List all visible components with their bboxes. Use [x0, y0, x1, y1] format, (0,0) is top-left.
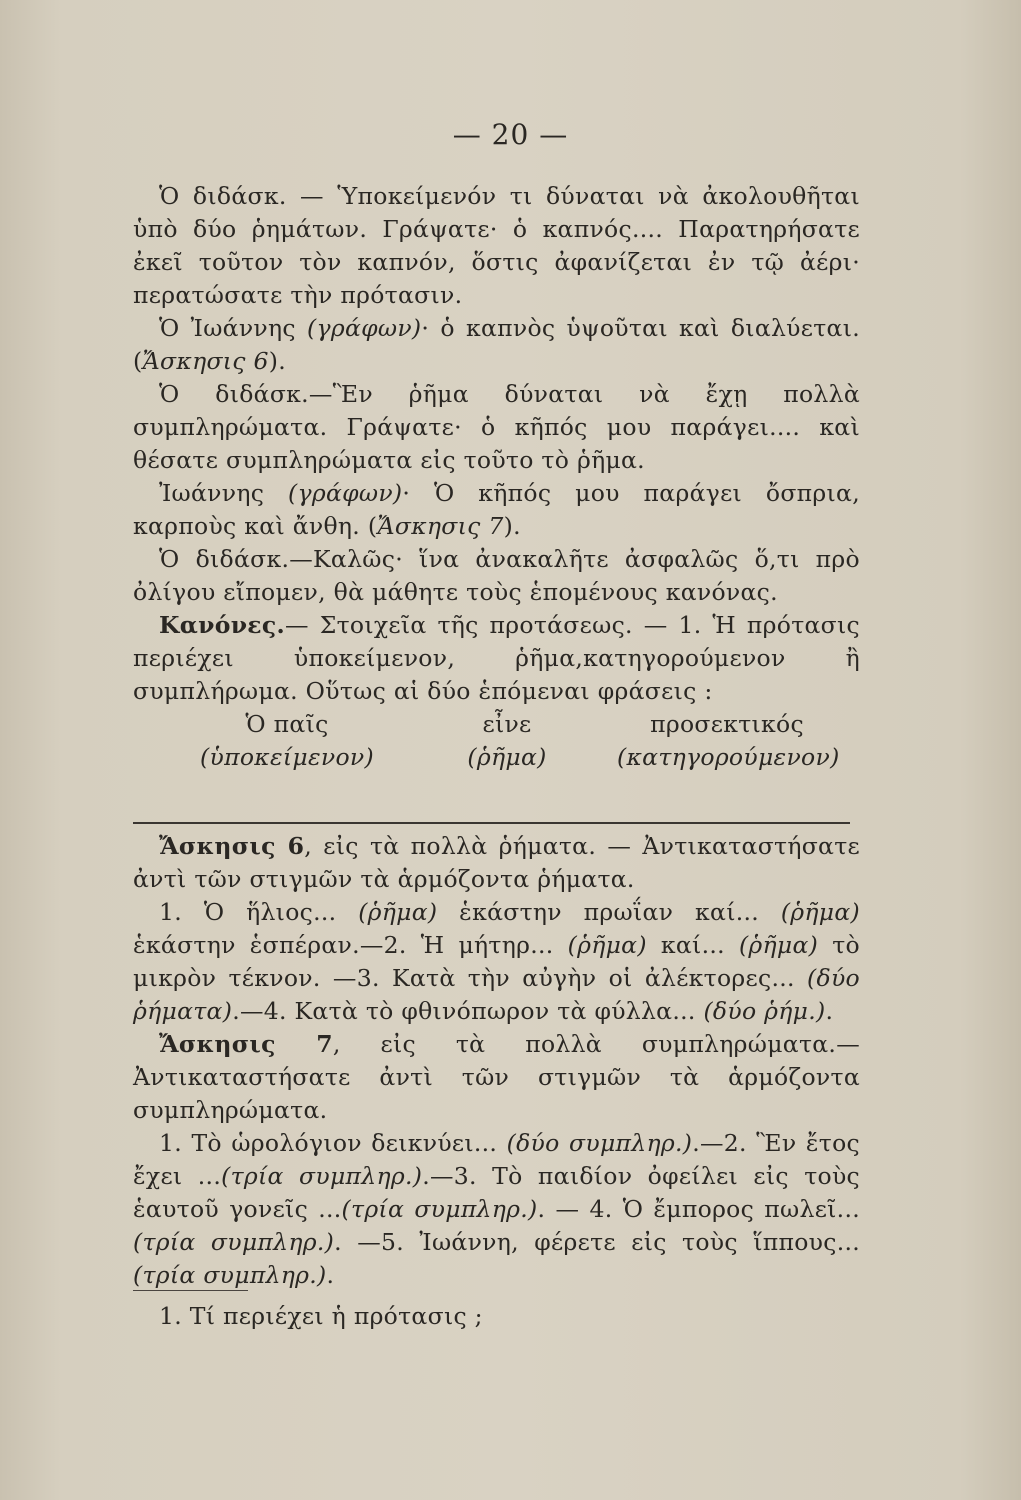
exercise-7-intro: [133, 1028, 860, 1127]
ex7-hint: (τρία συμπληρ.): [133, 1261, 327, 1289]
label-subject: (ὑποκείμενον): [200, 743, 374, 771]
ex6-hint: (ῥῆμα): [780, 898, 860, 926]
exercise-6-heading: Ἄσκησις 6: [159, 832, 305, 860]
example-sentence-labels: [177, 741, 840, 774]
exercise-6-items: [133, 896, 860, 1028]
sentence-word-verb: εἶνε: [482, 710, 532, 738]
sentence-word-subject: Ὁ παῖς: [245, 710, 329, 738]
ex7-part: .—2. Ἓν ἔτος ἔχει ...: [133, 1129, 860, 1190]
footnote-divider: [133, 1290, 248, 1291]
exercise-6-intro: [133, 830, 860, 896]
ex6-part: .: [825, 997, 834, 1025]
label-verb: (ῥῆμα): [467, 743, 547, 771]
ex7-hint: (δύο συμπληρ.): [506, 1129, 693, 1157]
p4-text-2: · Ὁ κῆπός μου παράγει ὄσπρια, καρποὺς καὶ ἄνθη. (: [133, 479, 860, 540]
paragraph-2: [133, 312, 860, 378]
exercises-section: [133, 830, 860, 1292]
ex7-hint: (τρία συμπληρ.): [341, 1195, 538, 1223]
ex6-part: .—4. Κατὰ τὸ φθινόπωρον τὰ φύλλα...: [232, 997, 704, 1025]
p4-text: Ἰωάννης: [159, 479, 289, 507]
label-predicate: (κατηγορούμενον): [617, 743, 840, 771]
ex6-hint: (ῥῆμα): [567, 931, 647, 959]
ex7-part: 1. Τὸ ὡρολόγιον δεικνύει...: [159, 1129, 507, 1157]
rules-text: — Στοιχεῖα τῆς προτάσεως. — 1. Ἡ πρότασις περιέχει ὑποκείμενον, ῥῆμα,κατηγορούμενον ἢ συμπλήρωμα. Οὕτως αἱ δύο ἑπόμεναι φράσεις :: [133, 611, 860, 705]
lesson-body: [133, 180, 860, 774]
example-sentence: [177, 708, 837, 741]
ex7-part: . —5. Ἰωάννη, φέρετε εἰς τοὺς ἵππους...: [334, 1228, 861, 1256]
ex7-part: . — 4. Ὁ ἔμπορος πωλεῖ...: [537, 1195, 860, 1223]
rules-paragraph: [133, 609, 860, 708]
p2-end: ).: [268, 347, 287, 375]
sentence-word-predicate: προσεκτικός: [650, 710, 804, 738]
p2-text-2: · ὁ καπνὸς ὑψοῦται καὶ διαλύεται. (: [133, 314, 861, 375]
paragraph-1: Ὁ διδάσκ. — Ὑποκείμενόν τι δύναται νὰ ἀκολουθῆται ὑπὸ δύο ῥημάτων. Γράψατε· ὁ καπνός.... Παρατηρήσατε ἐκεῖ τοῦτον τὸν καπνόν, ὅστις ἀφανίζεται ἐν τῷ ἀέρι· περατώσατε τὴν πρότασιν.: [133, 182, 860, 309]
ex6-part: ἑκάστην ἑσπέραν.—2. Ἡ μήτηρ...: [133, 931, 568, 959]
ex6-hint: (δύο ῥήματα): [133, 964, 860, 1025]
rules-heading: Κανόνες.: [159, 611, 285, 639]
ex7-hint: (τρία συμπληρ.): [221, 1162, 423, 1190]
p4-end: ).: [503, 512, 521, 540]
page-number: — 20 —: [452, 118, 569, 151]
paragraph-4: [133, 477, 860, 543]
ex6-hint: (δύο ῥήμ.): [703, 997, 826, 1025]
ex7-part: .: [326, 1261, 335, 1289]
exercise-7-items: [133, 1127, 860, 1292]
ex7-part: .—3. Τὸ παιδίον ὀφείλει εἰς τοὺς ἑαυτοῦ γονεῖς ...: [133, 1162, 860, 1223]
ex7-hint: (τρία συμπληρ.): [133, 1228, 335, 1256]
p4-italic: (γράφων): [288, 479, 403, 507]
exercise-7-instructions: , εἰς τὰ πολλὰ συμπληρώματα.— Ἀντικαταστήσατε ἀντὶ τῶν στιγμῶν τὰ ἁρμόζοντα συμπληρώματα.: [133, 1030, 860, 1124]
exercise-7-heading: Ἄσκησις 7: [159, 1030, 333, 1058]
paragraph-3: Ὁ διδάσκ.—Ἓν ῥῆμα δύναται νὰ ἔχῃ πολλὰ συμπληρώματα. Γράψατε· ὁ κῆπός μου παράγει.... καὶ θέσατε συμπληρώματα εἰς τοῦτο τὸ ῥῆμα.: [133, 380, 860, 474]
section-divider: [133, 822, 850, 824]
ex6-part: ἑκάστην πρωΐαν καί...: [437, 898, 781, 926]
ex6-hint: (ῥῆμα): [358, 898, 438, 926]
footnote: 1. Τί περιέχει ἡ πρότασις ;: [159, 1302, 483, 1330]
exercise-6-instructions: , εἰς τὰ πολλὰ ῥήματα. — Ἀντικαταστήσατε ἀντὶ τῶν στιγμῶν τὰ ἁρμόζοντα ῥήματα.: [133, 832, 860, 893]
p2-exercise-ref: Ἄσκησις 6: [142, 347, 269, 375]
p2-italic: (γράφων): [307, 314, 422, 342]
footnote-area: [133, 1300, 860, 1333]
p4-exercise-ref: Ἄσκησις 7: [377, 512, 504, 540]
ex6-part: 1. Ὁ ἥλιος...: [159, 898, 359, 926]
p2-text: Ὁ Ἰωάννης: [159, 314, 308, 342]
ex6-part: καί...: [646, 931, 739, 959]
paragraph-5: Ὁ διδάσκ.—Καλῶς· ἵνα ἀνακαλῆτε ἀσφαλῶς ὅ,τι πρὸ ὀλίγου εἴπομεν, θὰ μάθητε τοὺς ἑπομένους κανόνας.: [133, 545, 860, 606]
ex6-hint: (ῥῆμα): [738, 931, 819, 959]
ex6-part: τὸ μικρὸν τέκνον. —3. Κατὰ τὴν αὐγὴν οἱ ἀλέκτορες...: [133, 931, 860, 992]
